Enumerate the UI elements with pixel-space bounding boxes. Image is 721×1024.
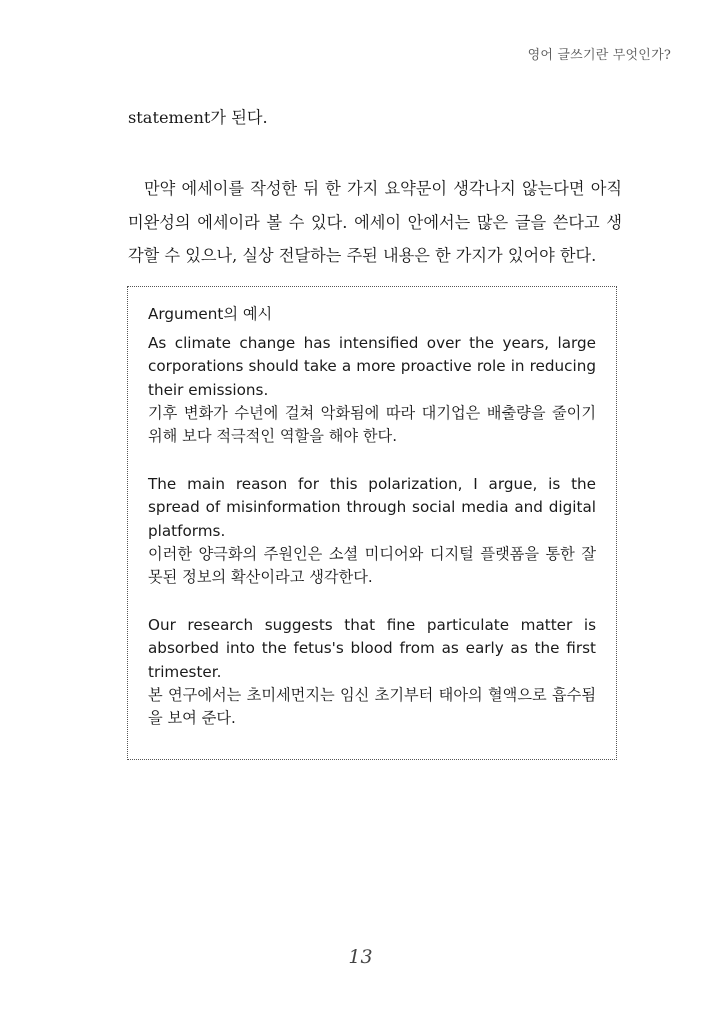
intro-text: statement가 된다. <box>128 108 268 127</box>
body-paragraph: 만약 에세이를 작성한 뒤 한 가지 요약문이 생각나지 않는다면 아직 미완성의 에세이라 볼 수 있다. 에세이 안에서는 많은 글을 쓴다고 생각할 수 있으나, 실상 전달하는 주된 내용은 한 가지가 있어야 한다. <box>128 179 622 265</box>
example-1-english: As climate change has intensified over the years, large corporations should take a more proactive role in reducing their emissions. <box>148 334 596 399</box>
example-2 <box>148 473 596 589</box>
argument-example-box <box>127 286 617 760</box>
example-2-english: The main reason for this polarization, I argue, is the spread of misinformation through social media and digital platforms. <box>148 475 596 540</box>
example-3-korean: 본 연구에서는 초미세먼지는 임신 초기부터 태아의 혈액으로 흡수됨을 보여 준다. <box>148 685 596 728</box>
example-1-korean: 기후 변화가 수년에 걸쳐 악화됨에 따라 대기업은 배출량을 줄이기 위해 보다 적극적인 역할을 해야 한다. <box>148 403 596 446</box>
page-number: 13 <box>348 946 373 968</box>
example-1 <box>148 332 596 448</box>
example-3 <box>148 614 596 730</box>
example-2-korean: 이러한 양극화의 주원인은 소셜 미디어와 디지털 플랫폼을 통한 잘못된 정보의 확산이라고 생각한다. <box>148 544 596 587</box>
running-header: 영어 글쓰기란 무엇인가? <box>527 48 671 63</box>
example-3-english: Our research suggests that fine particulate matter is absorbed into the fetus's blood from as early as the first trimester. <box>148 616 596 681</box>
example-box-title: Argument의 예시 <box>148 305 273 323</box>
